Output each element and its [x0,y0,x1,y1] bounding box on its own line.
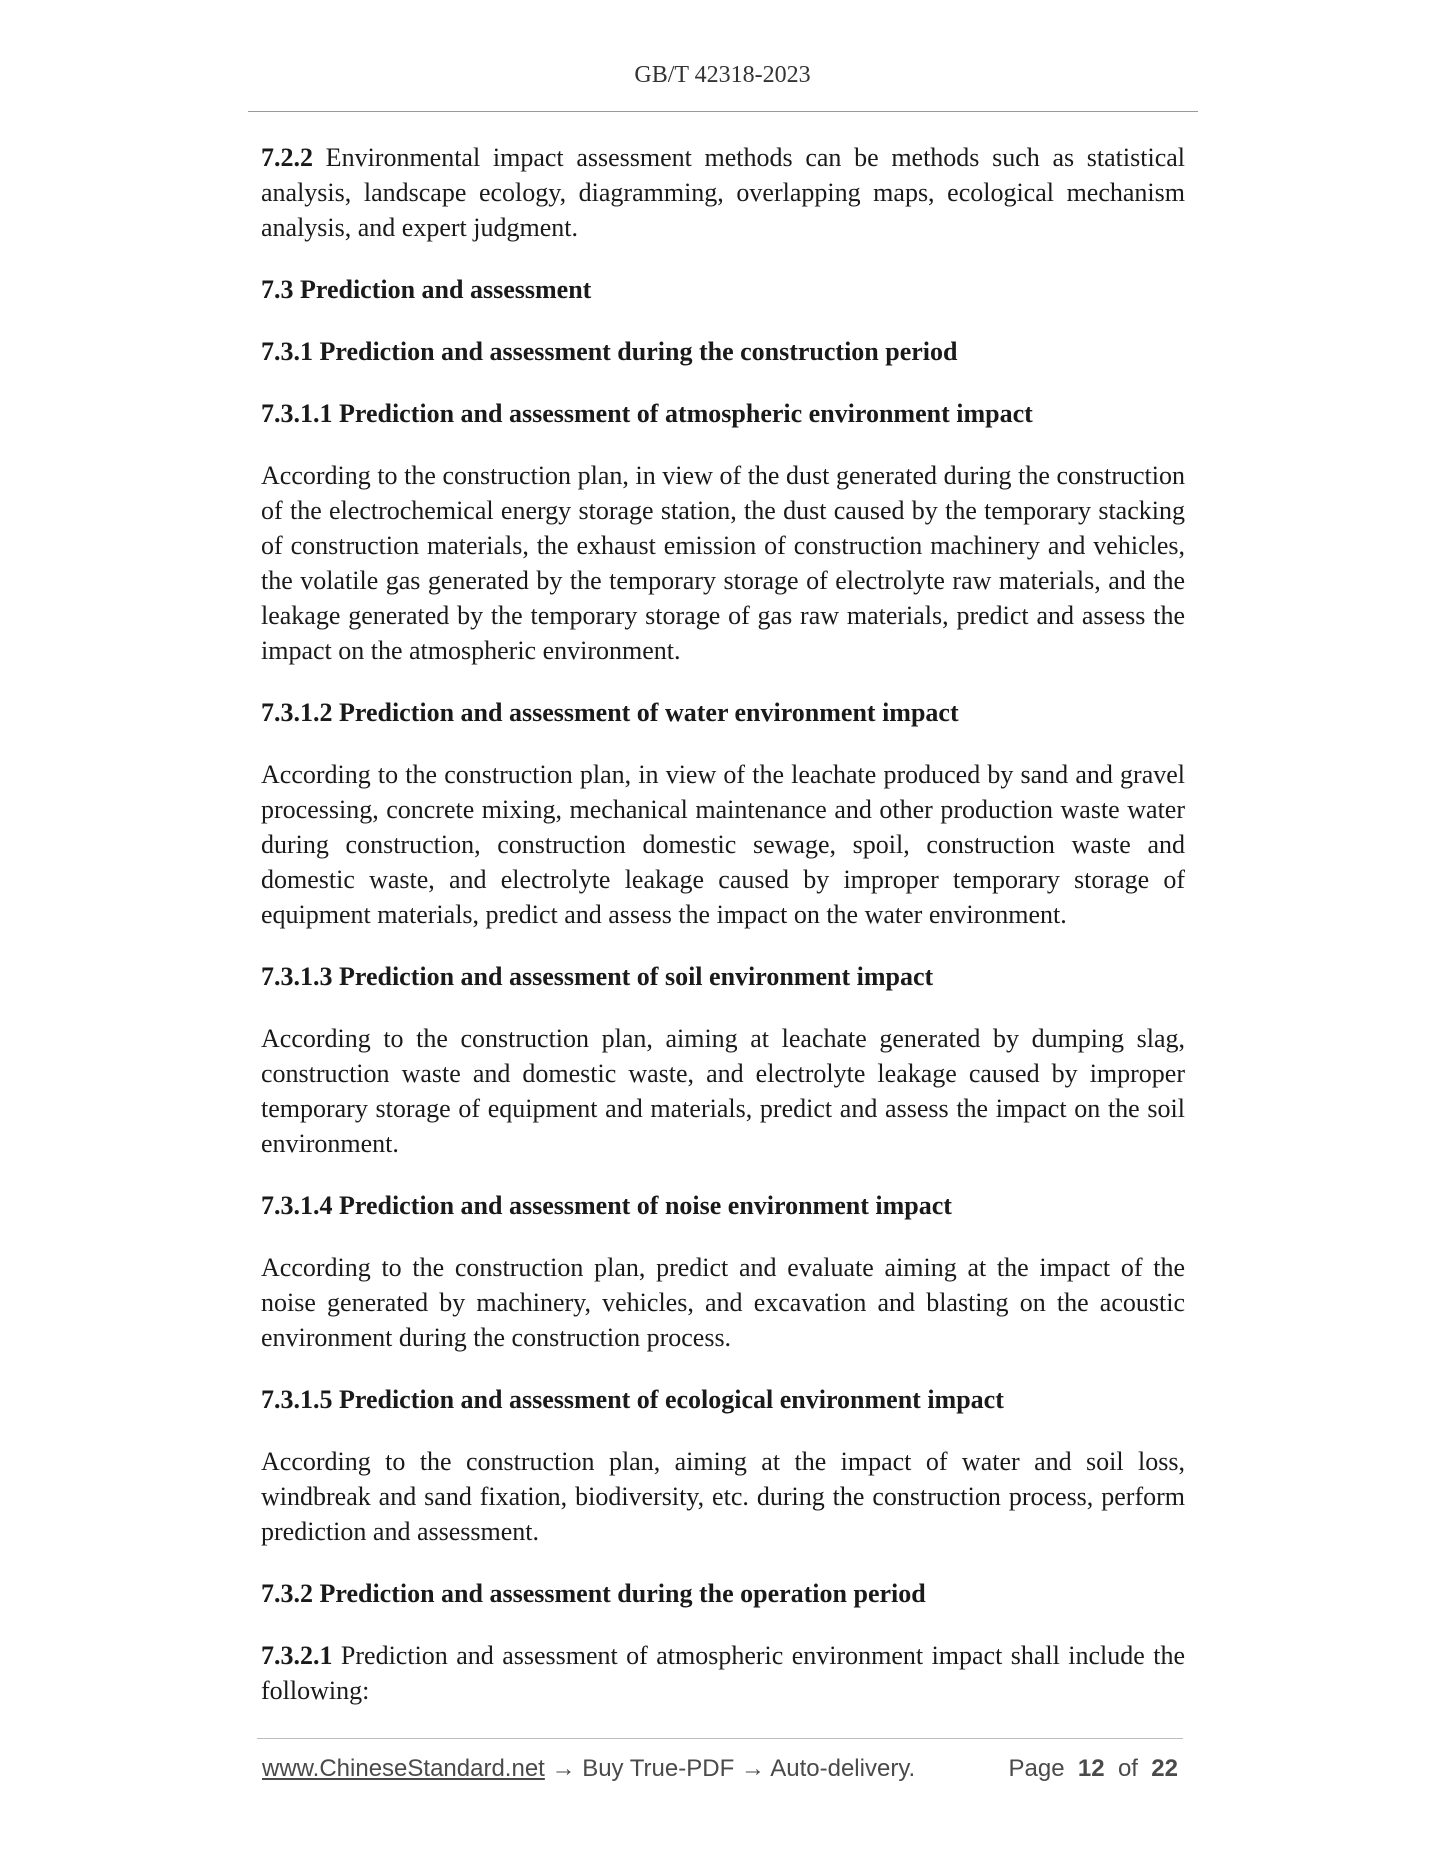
body-paragraph-soil: According to the construction plan, aiming at leachate generated by dumping slag, construction waste and domestic waste, and electrolyte leakage caused by improper temporary storage of equipment and materials, predict and assess the impact on the soil environment. [261,1024,1185,1158]
document-header-code: GB/T 42318-2023 [634,62,811,88]
section-heading-7-3-1-2: 7.3.1.2 Prediction and assessment of water environment impact [261,698,959,727]
section-heading-7-3-1-5: 7.3.1.5 Prediction and assessment of ecological environment impact [261,1385,1004,1414]
body-paragraph-noise: According to the construction plan, predict and evaluate aiming at the impact of the noise generated by machinery, vehicles, and excavation and blasting on the acoustic environment during the construction process. [261,1253,1185,1352]
page-total: 22 [1151,1755,1178,1782]
section-heading-7-3-1-4: 7.3.1.4 Prediction and assessment of noise environment impact [261,1191,952,1220]
clause-number: 7.3.2.1 [261,1641,333,1670]
section-heading-7-3-1-1: 7.3.1.1 Prediction and assessment of atmospheric environment impact [261,399,1033,428]
clause-number: 7.2.2 [261,143,313,172]
website-link[interactable]: www.ChineseStandard.net [262,1755,545,1782]
clause-7-3-2-1 [261,1638,1185,1708]
footer-promo [262,1755,915,1783]
section-heading-7-3-2: 7.3.2 Prediction and assessment during the operation period [261,1579,926,1608]
buy-true-pdf-text: Buy True-PDF [582,1755,735,1782]
page-indicator [1008,1755,1178,1783]
arrow-icon: → [734,1755,771,1782]
page-current: 12 [1077,1755,1105,1782]
section-heading-7-3-1-3: 7.3.1.3 Prediction and assessment of soil environment impact [261,962,934,991]
body-paragraph-ecological: According to the construction plan, aiming at the impact of water and soil loss, windbreak and sand fixation, biodiversity, etc. during the construction process, perform prediction and assessment. [261,1447,1185,1546]
arrow-icon: → [544,1755,583,1782]
body-paragraph-atmospheric: According to the construction plan, in view of the dust generated during the construction of the electrochemical energy storage station, the dust caused by the temporary stacking of construction materials, the exhaust emission of construction machinery and vehicles, the volatile gas generated by the temporary storage of electrolyte raw materials, and the leakage generated by the temporary storage of gas raw materials, predict and assess the impact on the atmospheric environment. [261,461,1185,665]
header-divider [248,111,1198,112]
page-content [261,140,1185,1735]
clause-text: Environmental impact assessment methods can be methods such as statistical analysis, landscape ecology, diagramming, overlapping maps, ecological mechanism analysis, and expert judgment. [261,143,1185,242]
body-paragraph-water: According to the construction plan, in view of the leachate produced by sand and gravel processing, concrete mixing, mechanical maintenance and other production waste water during construction, construction domestic sewage, spoil, construction waste and domestic waste, and electrolyte leakage caused by improper temporary storage of equipment materials, predict and assess the impact on the water environment. [261,760,1185,929]
clause-text: Prediction and assessment of atmospheric environment impact shall include the following: [261,1641,1185,1705]
page-label: Page [1008,1755,1065,1782]
section-heading-7-3-1: 7.3.1 Prediction and assessment during the construction period [261,337,958,366]
footer-divider [257,1738,1183,1739]
auto-delivery-text: Auto-delivery. [770,1755,916,1782]
clause-7-2-2 [261,140,1185,245]
page-of-label: of [1117,1755,1138,1782]
section-heading-7-3: 7.3 Prediction and assessment [261,275,592,304]
